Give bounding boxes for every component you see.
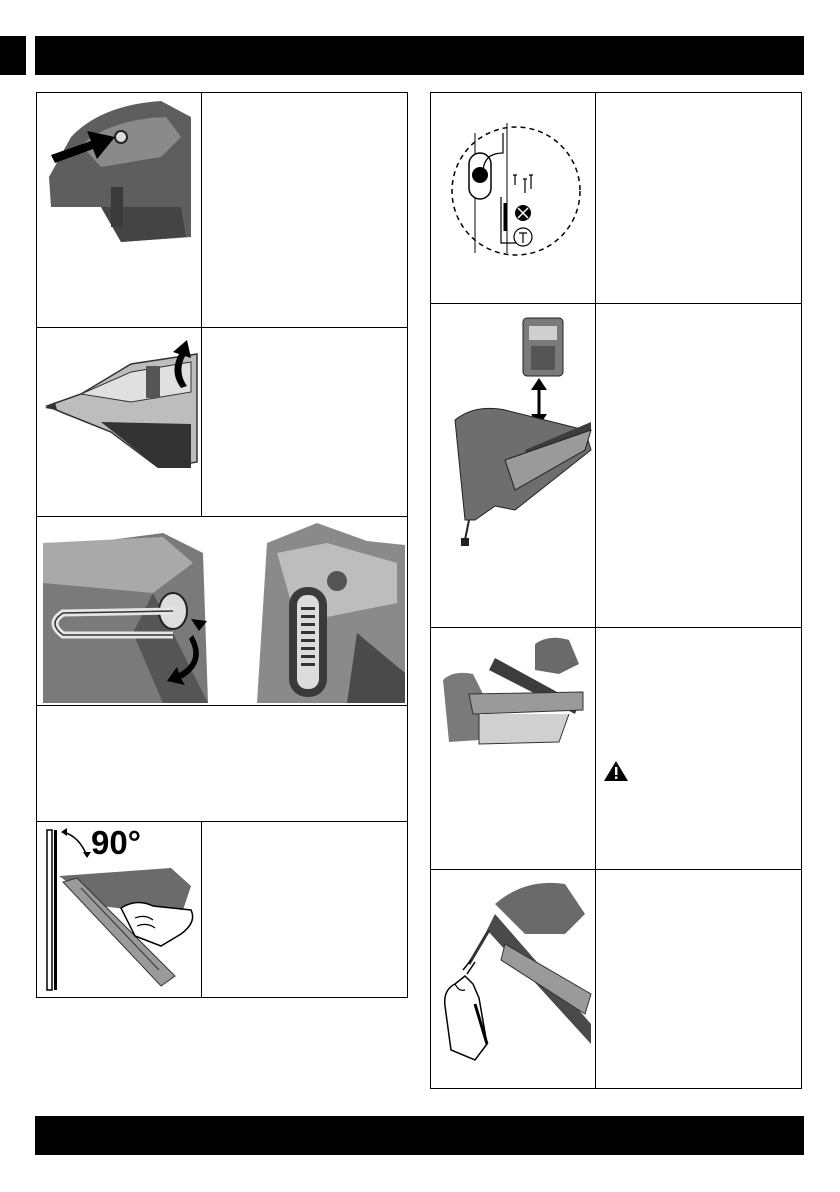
angle-label: 90° [91,824,141,861]
panel-divider [595,870,596,1088]
panel-divider [201,822,202,997]
figure-belt-hook-left [43,523,243,703]
panel-divider [201,328,202,516]
figure-battery [435,310,593,550]
warning-triangle-icon [603,760,629,782]
footer-bar [35,1116,804,1155]
panel-angle-hold [36,821,408,998]
panel-divider [595,93,596,303]
panel-divider [595,304,596,627]
figure-nail-jam [435,874,593,1086]
hand-clearing-jam-icon [445,960,487,1060]
panel-magazine [430,627,802,870]
side-tab [0,36,26,75]
panel-nail-jam [430,869,802,1089]
panel-mode-selector [430,92,802,304]
header-bar [35,36,804,75]
panel-divider [201,93,202,327]
panel-belt-hook [36,516,408,706]
panel-battery [430,303,802,628]
panel-divider [595,628,596,869]
panel-lock-lever [36,327,408,517]
figure-magazine [439,634,589,748]
figure-lock-lever [41,332,199,468]
figure-depth-adjust [41,97,197,247]
nailer-pair-icon [443,638,583,744]
panel-depth-adjust [36,92,408,328]
figure-belt-hook-right [257,523,405,703]
figure-mode-selector [443,113,589,259]
angle-arrow-icon [61,828,91,858]
panel-note-strip [36,705,408,822]
